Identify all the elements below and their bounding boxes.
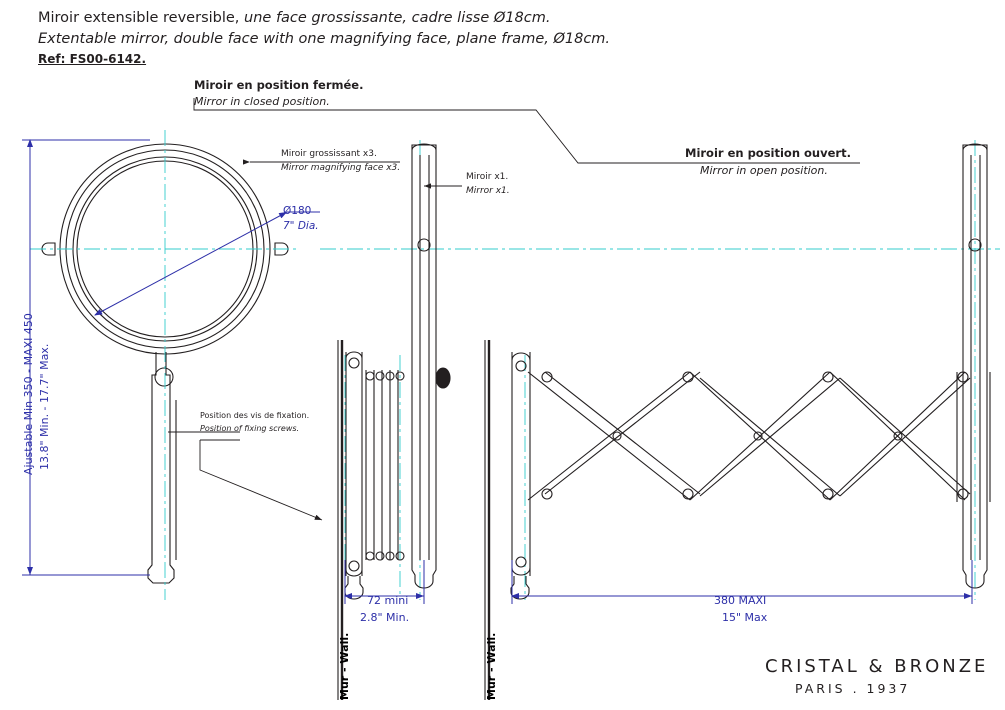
brand-city-year: PARIS . 1937 — [795, 681, 911, 696]
dimension-height-fr: Ajustable Min 350 - MAXI 450 — [22, 313, 35, 475]
dimension-height-en: 13.8" Min. - 17.7" Max. — [38, 343, 51, 470]
extension-dimensions — [345, 560, 972, 604]
wall-label-closed: Mur - Wall. — [338, 632, 351, 700]
title-fr-italic: une face grossissante, cadre lisse Ø18cm. — [239, 10, 551, 26]
callout-open-en: Mirror in open position. — [700, 164, 828, 177]
callout-magnify-fr: Miroir grossissant x3. — [281, 149, 377, 159]
dimension-diameter-mm: Ø180 — [283, 205, 312, 217]
callout-closed-fr: Miroir en position fermée. — [194, 78, 364, 92]
leader-lines — [168, 98, 860, 520]
callout-magnify-en: Mirror magnifying face x3. — [281, 163, 401, 173]
title-line-fr — [38, 10, 550, 26]
brand-name: CRISTAL & BRONZE — [765, 656, 989, 677]
title-line-en: Extentable mirror, double face with one magnifying face, plane frame, Ø18cm. — [38, 31, 611, 47]
wall-label-open: Mur - Wall. — [485, 632, 498, 700]
title-fr-regular: Miroir extensible reversible, — [38, 10, 240, 26]
callout-plain-en: Mirror x1. — [466, 186, 510, 196]
dimension-diameter-in: 7" Dia. — [283, 220, 319, 232]
dimension-min-ext-mm: 72 mini — [367, 594, 409, 607]
dimension-max-ext-mm: 380 MAXI — [714, 594, 767, 607]
ref-number: Ref: FS00-6142. — [38, 52, 147, 66]
callout-plain-fr: Miroir x1. — [466, 172, 509, 182]
dimension-max-ext-in: 15" Max — [722, 611, 768, 624]
dimension-min-ext-in: 2.8" Min. — [360, 611, 410, 624]
callout-screws-fr: Position des vis de fixation. — [200, 411, 310, 420]
callout-screws-en: Position of fixing screws. — [200, 424, 300, 433]
callout-open-fr: Miroir en position ouvert. — [685, 146, 851, 160]
stem-inner-lines — [152, 400, 176, 560]
callout-closed-en: Mirror in closed position. — [194, 95, 330, 108]
